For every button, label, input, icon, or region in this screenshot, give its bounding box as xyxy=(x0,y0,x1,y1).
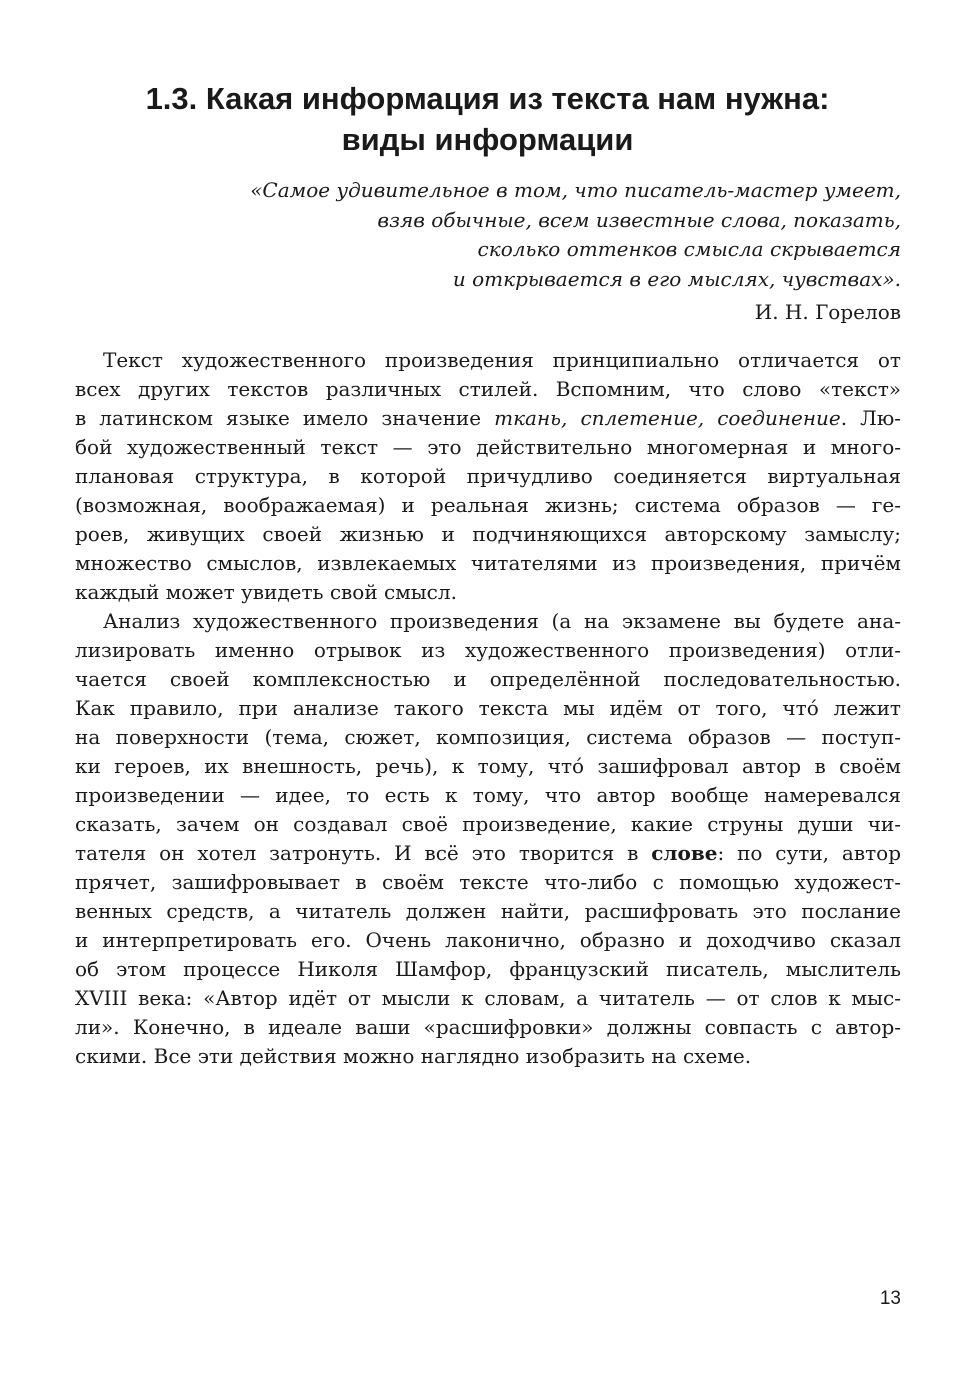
text-line: ли». Конечно, в идеале ваши «расшифровки» должны совпасть с автор- xyxy=(75,1015,901,1039)
epigraph-quote xyxy=(141,176,901,294)
text-line: множество смыслов, извлекаемых читателями из произведения, причём xyxy=(75,551,901,575)
text-line: всех других текстов различных стилей. Вспомним, что слово «текст» xyxy=(75,377,901,401)
text-fragment: в латинском языке имело значение xyxy=(75,406,495,430)
epigraph-line: и открывается в его мыслях, чувствах». xyxy=(452,266,901,291)
text-line: лизировать именно отрывок из художественного произведения) отли- xyxy=(75,638,901,662)
section-title-line-1: 1.3. Какая информация из текста нам нужна: xyxy=(145,81,830,116)
epigraph-author: И. Н. Горелов xyxy=(754,300,901,324)
text-line xyxy=(75,404,901,433)
text-line: скими. Все эти действия можно наглядно изобразить на схеме. xyxy=(75,1044,752,1068)
text-line: прячет, зашифровывает в своём тексте что-либо с помощью художест- xyxy=(75,870,901,894)
text-line: венных средств, а читатель должен найти, расшифровать это послание xyxy=(75,899,901,923)
text-line: на поверхности (тема, сюжет, композиция, система образов — поступ- xyxy=(75,725,901,749)
text-fragment: тателя он хотел затронуть. И всё это творится в xyxy=(75,841,652,865)
epigraph-line: «Самое удивительное в том, что писатель-мастер умеет, xyxy=(250,178,901,202)
text-line xyxy=(75,839,901,868)
text-line: бой художественный текст — это действительно многомерная и много- xyxy=(75,435,901,459)
bold-word-slove: слове xyxy=(651,841,718,865)
text-line: Текст художественного произведения принципиально отличается от xyxy=(103,348,901,372)
text-line: сказать, зачем он создавал своё произведение, какие струны души чи- xyxy=(75,812,901,836)
text-line: произведении — идее, то есть к тому, что автор вообще намеревался xyxy=(75,783,901,807)
text-line: и интерпретировать его. Очень лаконично, образно и доходчиво сказал xyxy=(75,928,901,952)
page-number: 13 xyxy=(879,1288,901,1309)
text-line: роев, живущих своей жизнью и подчиняющихся авторскому замыслу; xyxy=(75,522,901,546)
paragraph-1 xyxy=(75,346,901,607)
text-line: Анализ художественного произведения (а на экзамене вы будете ана- xyxy=(103,609,901,633)
text-line: чается своей комплексностью и определённой последовательностью. xyxy=(75,667,901,691)
text-line: об этом процессе Николя Шамфор, французский писатель, мыслитель xyxy=(75,957,901,981)
text-line: плановая структура, в которой причудливо соединяется виртуальная xyxy=(75,464,901,488)
section-title-line-2: виды информации xyxy=(341,122,634,157)
text-line: XVIII века: «Автор идёт от мысли к словам, а читатель — от слов к мыс- xyxy=(75,986,901,1010)
text-line: Как правило, при анализе такого текста мы идём от того, что́ лежит xyxy=(75,696,901,720)
body-text xyxy=(75,346,901,1071)
text-line: каждый может увидеть свой смысл. xyxy=(75,580,457,604)
emphasis-latin-meaning: ткань, сплетение, соединение xyxy=(494,406,841,430)
text-line: (возможная, воображаемая) и реальная жизнь; система образов — ге- xyxy=(75,493,901,517)
epigraph-line: сколько оттенков смысла скрывается xyxy=(477,237,901,261)
text-fragment: . Лю- xyxy=(840,406,902,430)
section-title xyxy=(60,78,915,160)
text-line: ки героев, их внешность, речь), к тому, что́ зашифровал автор в своём xyxy=(75,754,901,778)
text-fragment: : по сути, автор xyxy=(717,841,901,865)
paragraph-2 xyxy=(75,607,901,1071)
epigraph-line: взяв обычные, всем известные слова, показать, xyxy=(377,207,901,232)
